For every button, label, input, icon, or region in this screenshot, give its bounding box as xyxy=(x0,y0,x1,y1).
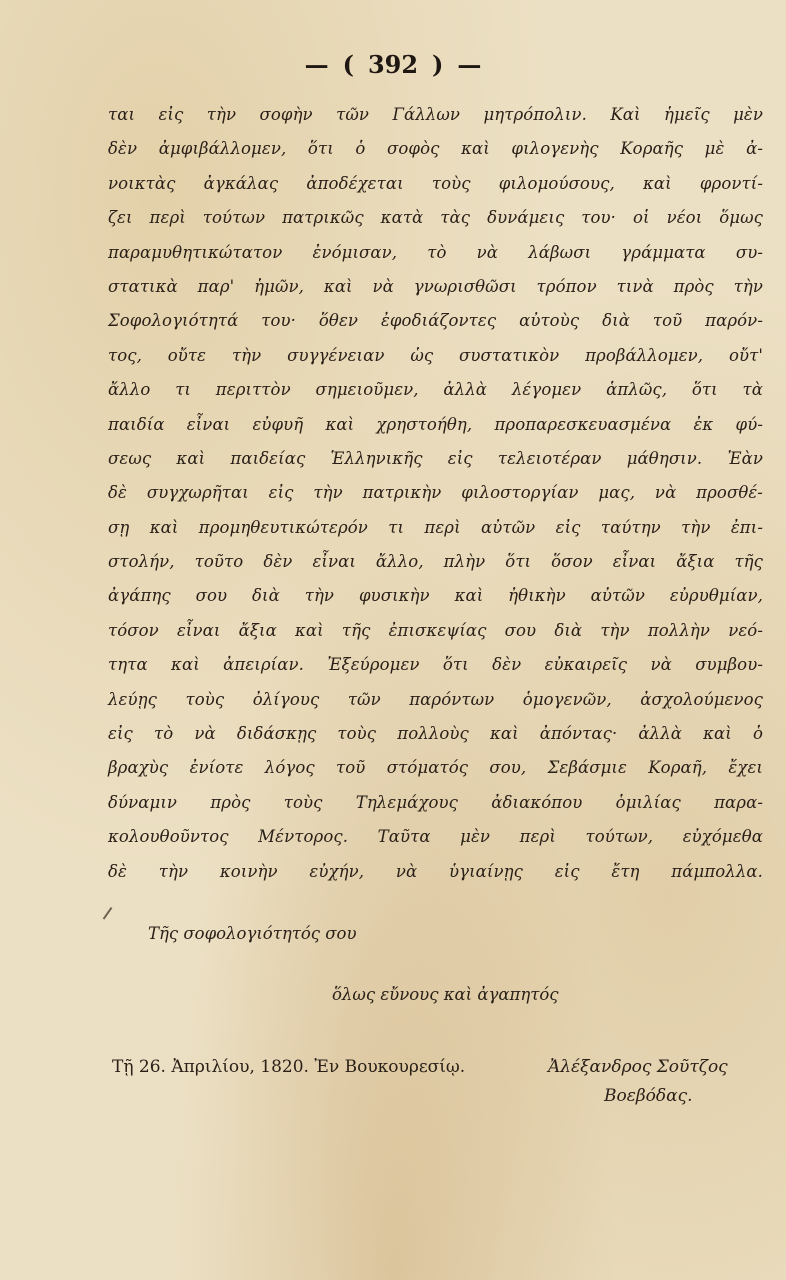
text-line: ται εἰς τὴν σοφὴν τῶν Γάλλων μητρόπολιν. Καὶ ἡμεῖς μὲν xyxy=(108,105,763,124)
text-line: σεως καὶ παιδείας Ἑλληνικῆς εἰς τελειοτέραν μάθησιν. Ἐὰν xyxy=(108,448,763,468)
letter-date: Τῇ 26. Ἀπριλίου, 1820. Ἐν Βουκουρεσίῳ. xyxy=(112,1057,466,1077)
text-line: στολήν, τοῦτο δὲν εἶναι ἄλλο, πλὴν ὅτι ὅσον εἶναι ἄξια τῆς xyxy=(108,552,763,572)
text-line: βραχὺς ἐνίοτε λόγος τοῦ στόματός σου, Σεβάσμιε Κοραῆ, ἔχει xyxy=(108,758,763,778)
signature-title: Βοεβόδας. xyxy=(604,1086,693,1106)
margin-mark xyxy=(103,907,118,923)
page-header xyxy=(0,44,786,84)
text-line: τητα καὶ ἀπειρίαν. Ἐξεύρομεν ὅτι δὲν εὐκαιρεῖς νὰ συμβου- xyxy=(108,655,763,675)
text-line: στατικὰ παρ' ἡμῶν, καὶ νὰ γνωρισθῶσι τρόπον τινὰ πρὸς τὴν xyxy=(108,276,763,296)
text-line: τος, οὔτε τὴν συγγένειαν ὡς συστατικὸν προβάλλομεν, οὔτ' xyxy=(108,345,763,365)
text-line: σῃ καὶ προμηθευτικώτερόν τι περὶ αὐτῶν εἰς ταύτην τὴν ἐπι- xyxy=(108,517,763,537)
text-line: δὲν ἀμφιβάλλομεν, ὅτι ὁ σοφὸς καὶ φιλογενὴς Κοραῆς μὲ ἀ- xyxy=(108,139,763,159)
text-line: λεύῃς τοὺς ὀλίγους τῶν παρόντων ὁμογενῶν, ἀσχολούμενος xyxy=(108,689,763,709)
text-line: ζει περὶ τούτων πατρικῶς κατὰ τὰς δυνάμεις του· οἱ νέοι ὅμως xyxy=(108,208,763,228)
text-line: δύναμιν πρὸς τοὺς Τηλεμάχους ἀδιακόπου ὁμιλίας παρα- xyxy=(108,792,763,812)
text-line: παραμυθητικώτατον ἐνόμισαν, τὸ νὰ λάβωσι γράμματα συ- xyxy=(108,242,763,262)
text-line: ἄλλο τι περιττὸν σημειοῦμεν, ἀλλὰ λέγομεν ἁπλῶς, ὅτι τὰ xyxy=(108,380,763,400)
page-number: 392 xyxy=(367,49,419,79)
text-line: Σοφολογιότητά του· ὅθεν ἐφοδιάζοντες αὐτοὺς διὰ τοῦ παρόν- xyxy=(108,311,763,331)
right-ornament: — xyxy=(457,49,482,79)
closing-signoff: ὅλως εὔνους καὶ ἀγαπητός xyxy=(332,985,559,1004)
text-line: τόσον εἶναι ἄξια καὶ τῆς ἐπισκεψίας σου διὰ τὴν πολλὴν νεό- xyxy=(108,620,763,640)
text-line: δὲ τὴν κοινὴν εὐχήν, νὰ ὑγιαίνῃς εἰς ἔτη πάμπολλα. xyxy=(108,861,763,881)
text-line: νοικτὰς ἀγκάλας ἀποδέχεται τοὺς φιλομούσους, καὶ φροντί- xyxy=(108,173,763,193)
text-line: εἰς τὸ νὰ διδάσκῃς τοὺς πολλοὺς καὶ ἀπόντας· ἀλλὰ καὶ ὁ xyxy=(108,724,763,744)
text-line: δὲ συγχωρῆται εἰς τὴν πατρικὴν φιλοστοργίαν μας, νὰ προσθέ- xyxy=(108,483,763,503)
text-line: παιδία εἶναι εὐφυῆ καὶ χρηστοήθη, προπαρεσκευασμένα ἐκ φύ- xyxy=(108,414,763,434)
open-bracket: ( xyxy=(342,49,354,79)
signature-name: Ἀλέξανδρος Σοῦτζος xyxy=(548,1057,728,1077)
left-ornament: — xyxy=(304,49,329,79)
text-line: ἀγάπης σου διὰ τὴν φυσικὴν καὶ ἠθικὴν αὐτῶν εὐρυθμίαν, xyxy=(108,586,763,606)
letter-body xyxy=(108,98,763,889)
closing-salutation: Τῆς σοφολογιότητός σου xyxy=(148,924,357,943)
text-line: κολουθοῦντος Μέντορος. Ταῦτα μὲν περὶ τούτων, εὐχόμεθα xyxy=(108,827,763,847)
close-bracket: ) xyxy=(432,49,444,79)
